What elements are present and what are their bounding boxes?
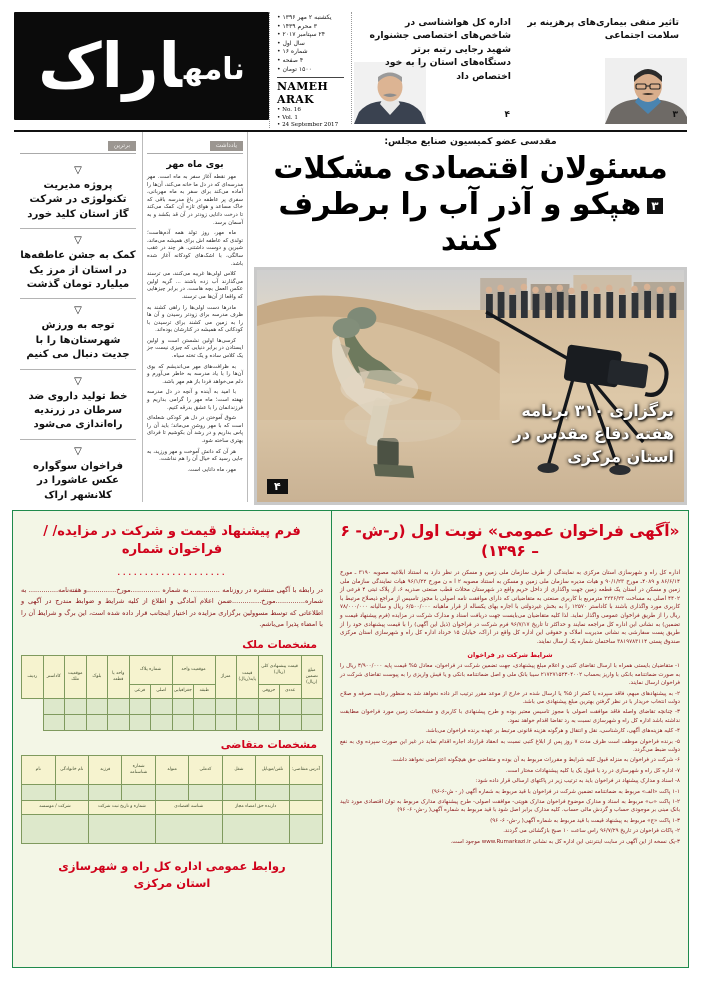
editorial-paragraph: مادرها دست اولی‌ها را راهی کشند به ظرف مدرسه برای زودتر رسیدن و آن ها را به زمین می کشند برای ترسیدن با کودکانی که همیشه در کنارشان بوده‌اند.: [147, 304, 243, 334]
condition-item: ۶- شرکت در فراخوان به منزله قبول کلیه شرایط و مقررات مربوط به آن بوده و متقاضی حق هیچگونه اعتراضی نخواهد داشت.: [391, 757, 680, 764]
advert-footer: [21, 858, 323, 892]
headline-line-1: مسئولان اقتصادی مشکلات: [273, 151, 668, 186]
property-table[interactable]: [21, 655, 323, 731]
main-story: [248, 132, 687, 502]
col-shomare-pelak: شماره پلاک: [129, 655, 172, 684]
headline-line-2-wrap: [254, 187, 687, 259]
row-signatory: دارنده حق امضاء مجاز: [222, 800, 289, 814]
logo-small-word: نامه: [183, 51, 245, 87]
col-first-name: نام: [22, 755, 56, 784]
row-economic-code: شناسه اقتصادی: [155, 800, 222, 814]
brief-item[interactable]: [20, 440, 136, 509]
latin-date: • 24 September 2017: [277, 122, 338, 128]
editorial-paragraph: هر آن که دانش آموخت و مهر ورزید، به جایی رسید که خیال آن را هم نداشت.: [147, 448, 243, 463]
table-row: [22, 698, 323, 714]
info-line: ۳ محرم ۱۴۳۹ •: [277, 23, 344, 32]
lede-section: [0, 132, 701, 502]
brief-item[interactable]: [20, 299, 136, 369]
col-address: آدرس متقاضی:: [289, 755, 322, 784]
publication-info-list: [277, 14, 344, 74]
subcol-farei: فرعی: [129, 684, 151, 698]
divider: [277, 77, 344, 78]
logo-wordmark: [14, 29, 269, 102]
main-photo: [254, 267, 687, 505]
headline-page-badge: ۳: [647, 198, 662, 214]
info-line: شماره ۱۶ •: [277, 48, 344, 57]
info-line: یکشنبه ۲ مهر ۱۳۹۶ •: [277, 14, 344, 23]
story-kicker: مقدسی عضو کمیسیون صنایع مجلس:: [384, 136, 557, 147]
teaser-right-headline: تاثیر منفی بیماری‌های پرهزینه بر سلامت اجتماعی: [527, 17, 679, 42]
announcement-intro: اداره کل راه و شهرسازی استان مرکزی به نمایندگی از طرف سازمان ملی زمین و مسکن در نظر دارد به استناد ابلاغیه مصوبه ۳۱۹۰ ـ مورخ ۸۶/۶/۱۴ و ۴۰۸۹ـ مورخ ۹۰/۱/۲۳ و هیات مدیره سازمان ملی زمین و مسکن به استناد مصوبه ۲ ا ه ن مورخ ۹۶/۱/۲۲ هیات نمایندگی سازمان ملی زمین و مسکن در استان یک قطعه زمین جهت واگذاری از داخل حریم واقع در شهرستان محلات قطب صنعتی صدریه ۶، از پلاک ثبتی ۴ فرعی از ۴۴۰۲ اصلی به مساحت ۲۲۳۶/۲۳ مترمربع با کاربری صنعتی به متقاضیانی که دارای موافقت نامه اصولی با مجوز تاسیس از مراجع ذیصلاح مرتبط با کاربری مورد واگذاری باشند با کاداستر ۱۲۵۷۰ را به بخش غیردولتی با اجاره بهای یکساله از قرار ماهیانه ۶/۵۰۰/۰۰۰ ریال و سالیانه ۷۸/۰۰۰/۰۰۰ ریال را از طریق فراخوان عمومی واگذار نماید. لذا کلیه متقاضیان می‌بایست جهت دریافت اسناد و مدارک شرکت در مزایده (فرم پیشنهاد قیمت و تضمین) به نشانی این اداره کل مراجعه نمایند و حداکثر تا تاریخ ۹۶/۷/۱۷ فرم شرکت در فراخوان (ذیل این آگهی) را با قیمت پیشنهادی خود را از طریق پست سفارشی به نشانی مدیریت املاک و حقوقی این اداره کل واقع در اراک، خیابان ۱۵ خرداد اداره کل راه و شهرسازی استان مرکزی صندوق پستی ۳۸۱۹۷۸۳۱۱۴ ساختمان شماره یک ارسال نمایند.: [340, 570, 681, 645]
table-row: [22, 714, 323, 730]
table-header-row: [22, 755, 323, 784]
announcement-title: «آگهی فراخوان عمومی» نوبت اول (ر-ش- ۶ – ۱۳۹۶): [340, 522, 680, 560]
masthead: [0, 0, 701, 128]
brief-headline: توجه به ورزش شهرستان‌ها را با جدیت دنبال می کنیم: [26, 320, 130, 361]
latin-publication-name: NAMEH ARAK: [277, 80, 329, 107]
triangle-down-icon: ▽: [74, 445, 82, 457]
conditions-list: [340, 662, 680, 846]
row-registration: شماره و تاریخ ثبت شرکت: [88, 800, 155, 814]
subcol-asli: اصلی: [151, 684, 173, 698]
triangle-down-icon: ▽: [74, 375, 82, 387]
col-birth: متولد: [155, 755, 188, 784]
condition-item: ۱- متقاضیان بایستی همراه با ارسال تقاضای کتبی و اعلام مبلغ پیشنهادی، جهت تضمین شرکت در فراخوان، معادل ۵% قیمت پایه ۳/۹۰۰/۰۰۰ ریال را به صورت ضمانتنامه بانکی با واریز بحساب ۲۱۷۲۷۱۵۲۳۰۴۰۰۲ سیبا بانک ملی و اصل ضمانتنامه بانکی و یا فیش واریزی را به پیوست تقاضای شرکت در فراخوان ارسال نمایند.: [340, 663, 680, 687]
editorial-paragraph: ماه مهر، روز تولد همه آدم‌هاست؛ تولدی که عاطفه اش برای همیشه می‌ماند، شیرین و دوست داشتنی. هر چند در عقب سالگی، با اشک‌های کودکانه آغاز شده باشد.: [147, 230, 243, 267]
editorial-column: [142, 132, 248, 502]
subcol-tabaghe: طبقه: [194, 684, 216, 698]
info-line: ۴ صفحه •: [277, 57, 344, 66]
subcol-adadi: عددی: [280, 684, 302, 698]
property-section-title: مشخصات ملک: [242, 638, 317, 651]
subcol-horoufi: حروفی: [258, 684, 280, 698]
advert-footer-line-2: استان مرکزی: [133, 875, 211, 890]
col-father: فرزند: [88, 755, 121, 784]
briefs-column: [14, 132, 142, 502]
editorial-title[interactable]: بوی ماه مهر: [166, 159, 224, 170]
triangle-down-icon: ▽: [74, 305, 82, 317]
table-header-row: [22, 655, 323, 684]
briefs-section-tag: برترین: [108, 141, 136, 151]
editorial-section-tag: یادداشت: [210, 141, 243, 151]
teaser-left-headline: اداره کل هواشناسی در شاخص‌های اختصاصی جشنواره شهید رجایی رتبه برتر دستگاه‌های استان را به خود اختصاص داد: [369, 17, 511, 82]
info-line: ۱۵۰۰ تومان •: [277, 66, 344, 75]
form-title: فرم پیشنهاد قیمت و شرکت در مزایده/ /فراخوان شماره: [43, 524, 301, 557]
condition-item: ۱-۲ پاکت «ب» مربوط به اسناد و مدارک موضوع فراخوان مدارک هویتی- موافقت اصولی- طرح پیشنهادی مدارک مربوط به توان اقتصادی مورد تایید بانک مبنی بر موجودی حساب و گردش مالی حساب. کلیه مدارک برابر اصل شود با قید مربوط به شماره آگهی( ر-ش- ۶- ۹۶): [340, 799, 680, 814]
condition-item: ۱-۳ پاکت «ج» مربوط به پیشنهاد قیمت با قید مربوط به شماره آگهی( ر-ش- ۶- ۹۶): [490, 817, 680, 824]
col-metraj: متراژ: [215, 655, 237, 698]
condition-item: ۸- اسناد و مدارک پیشنهاد در فراخوان باید به ترتیب زیر در پاکتهای ارسالی قرار داده شود:: [475, 778, 680, 785]
latin-volume: • Vol. 1: [277, 115, 298, 121]
latin-issue-number: • No. 16: [277, 107, 301, 113]
condition-item: ۷- اداره کل راه و شهرسازی در رد یا قبول یک یا کلیه پیشنهادات مختار است.: [505, 767, 680, 774]
editorial-paragraph: کرسی‌ها اولین نشستن است و اولین ایستادن در برابر دنیایی که چیزی نیست جز یک کلاس ساده و یک تخته سیاه.: [147, 337, 243, 360]
info-line: ۲۴ سپتامبر ۲۰۱۷ •: [277, 31, 344, 40]
condition-item: ۵- برنده فراخوان موظف است ظرف مدت ۷ روز پس از ابلاغ کتبی نسبت به انعقاد قرارداد اجاره اقدام نماید در غیر این صورت سپرده وی به نفع دولت ضبط می‌گردد.: [340, 738, 680, 753]
announcement-text-panel: [331, 511, 688, 967]
col-block: بلوک: [86, 655, 108, 698]
photo-caption-line-2: هفته دفاع مقدس در: [512, 424, 674, 443]
col-phone: تلفن/موبایل: [256, 755, 289, 784]
teaser-right-page-number: ۳: [672, 110, 678, 120]
table-row: [22, 784, 323, 800]
col-cadastre: کاداستر: [43, 655, 65, 698]
col-family-name: نام خانوادگی: [55, 755, 88, 784]
table-subheader-row: [22, 800, 323, 814]
applicant-table[interactable]: [21, 755, 323, 844]
condition-item: ۲- به پیشنهادهای مبهم، فاقد سپرده یا کمتر از ۵% یا ارسال شده در خارج از موعد مقرر ترتیب اثر داده نخواهد شد به منظور رعایت صرفه و صلاح دولت انتخاب خریدار با در نظر گرفتن بهترین مبلغ پیشنهادی می باشد.: [340, 690, 680, 705]
editorial-paragraph: شوق آموختن در دل هر کودکی شعله‌ای است که با مهر روشن می‌ماند؛ باید آن را پاس بداریم و در رشد آن بکوشیم تا فردای بهتری ساخته شود.: [147, 415, 243, 444]
editorial-paragraph: به ظرافت‌های مهر می‌اندیشم که بوی آن‌ها را با یاد مدرسه به خاطر می‌آورم و دلم می‌خواهد فردا باز هم مهر باشد.: [147, 363, 243, 385]
col-mogheiat-vahed: موقعیت واحد: [172, 655, 215, 684]
brief-item[interactable]: [20, 159, 136, 229]
newspaper-logo[interactable]: [14, 12, 269, 120]
divider: [20, 153, 136, 154]
col-mablagh-tazmin: مبلغ تضمین (ریال): [301, 655, 323, 698]
col-gheymat-paye: قیمت پایه(ریال): [237, 655, 259, 698]
condition-item: ۳- چنانچه تقاضای واصله فاقد موافقت اصولی با مجوز تاسیس معتبر بوده و طرح پیشنهادی با کاربری و مشخصات زمین مورد فراخوان مطابقت نداشته باشد اداره کل راه و شهرسازی نسبت به رد تقاضا اقدام خواهد نمود.: [340, 709, 680, 724]
row-company: شرکت / موسسه: [22, 800, 89, 814]
form-dotted-rule: ....................: [117, 565, 227, 578]
subcol-joghrafiaei: جغرافیایی: [172, 684, 194, 698]
divider: [147, 153, 243, 154]
photo-caption-line-3: استان مرکزی: [567, 447, 674, 466]
masthead-info-column: [269, 12, 351, 128]
applicant-section-title: مشخصات متقاضی: [220, 738, 317, 751]
brief-item[interactable]: [20, 229, 136, 299]
col-id-number: شماره شناسنامه: [122, 755, 155, 784]
brief-headline: کمک به جشن عاطفه‌ها در استان از مرز یک میلیارد تومان گذشت: [20, 250, 136, 291]
table-row: [22, 814, 323, 843]
condition-item: ۱-۱ پاکت «الف» مربوط به ضمانتنامه تضمین شرکت در فراخوان با قید مربوط به شماره آگهی (ر - ش-۶-۹۶): [431, 788, 680, 795]
col-gheymat-pishnahadi: قیمت پیشنهادی کلی (ریال): [258, 655, 301, 684]
editorial-paragraph: مهر نقطه آغاز سفر به ماه است. مهر مدرسه‌ای که در دل ما خانه می‌کند، آن‌ها را آماده می‌کند برای سفر به ماه مهربانی، سفری پر عاطفه در باغ مدرسه باقی که خاک مساعد و هوای تازه آن، کمک می‌کند تا درخت دانایی زودتر در آن قد بکشد و به آسمان برسد.: [146, 174, 243, 226]
brief-headline: فراخوان سوگواره عکس عاشورا در کلانشهر اراک: [32, 460, 124, 501]
brief-headline: خط تولید داروی ضد سرطان در زرندیه راه‌اندازی می‌شود: [28, 390, 128, 431]
latin-info-block: [277, 107, 344, 129]
brief-item[interactable]: [20, 370, 136, 440]
photo-page-badge: ۴: [267, 479, 288, 494]
col-national-id: کدملی: [189, 755, 222, 784]
editorial-paragraph: مهر، ماه دانایی است.: [187, 466, 236, 473]
col-job: شغل: [222, 755, 255, 784]
condition-item: ۲- پاکات فراخوان در تاریخ ۹۶/۷/۲۹ راس ساعت ۱۰ صبح بازگشائی می گردند.: [503, 828, 680, 835]
headline-line-2: هپکو و آذر آب را برطرف کنند: [278, 187, 642, 258]
logo-main-word: اراک: [38, 29, 182, 102]
photo-caption: [513, 399, 674, 468]
editorial-paragraph: کلاس اولی‌ها غریبه می‌کنند، می ترسند می‌گذارند آب زده باشند ... گریه اولین عکس العمل بچه هاست، در برابر چیزهایی که واقعا از آن‌ها می ترسند.: [147, 271, 243, 300]
bid-form-panel: [13, 511, 331, 967]
form-declaration: در رابطه با آگهی منتشره در روزنامه .............. به شماره ..............مورخ..............و هفته‌نامه.............. به شماره..............مورخ..............ضمن اعلام آمادگی و اطلاع از کلیه شرایط و ضوابط مندرج در آگهی و اطلاعاتی که توسط مسوولین برگزاری مزایده در اختیار اینجانب قرار داده شده است، این برگ و شرایط آن را با امضاء پذیرا می‌باشم.: [21, 586, 323, 629]
teaser-left[interactable]: [351, 12, 519, 124]
advert-footer-line-1: روابط عمومی اداره کل راه و شهرسازی: [58, 858, 286, 873]
condition-item-with-url[interactable]: ۳-یک نسخه از این آگهی در سایت اینترنتی این اداره کل به نشانی www.Rumarkazi.ir موجود است.: [450, 838, 680, 845]
col-vahed-ghete: واحد یا قطعه: [108, 655, 130, 698]
editorial-body: [147, 174, 243, 474]
public-announcement-advert: [12, 510, 689, 968]
photo-caption-line-1: برگزاری ۳۱۰ برنامه: [521, 401, 674, 420]
triangle-down-icon: ▽: [74, 235, 82, 247]
col-radif: ردیف: [22, 655, 44, 698]
triangle-down-icon: ▽: [74, 165, 82, 176]
conditions-title: شرایط شرکت در فراخوان: [467, 651, 553, 660]
teaser-right[interactable]: [519, 12, 687, 124]
condition-item: ۴- کلیه هزینه‌های آگهی، کارشناسی، نقل و انتقال و هرگونه هزینه قانونی مرتبط بر عهده برنده فراخوان می‌باشد.: [425, 728, 680, 735]
teaser-left-page-number: ۴: [504, 110, 510, 120]
info-line: سال اول •: [277, 40, 344, 49]
main-headline[interactable]: [254, 151, 687, 259]
col-mogheiat-melk: موقعیت ملک: [65, 655, 87, 698]
brief-headline: پروژه مدیریت تکنولوژی در شرکت گاز استان کلید خورد: [27, 180, 129, 220]
editorial-paragraph: با امید به آینده و آنچه در دل مدرسه نهفته است؛ ماه مهر را گرامی بداریم و فرزندانمان را با عشق بدرقه کنیم.: [147, 389, 243, 411]
